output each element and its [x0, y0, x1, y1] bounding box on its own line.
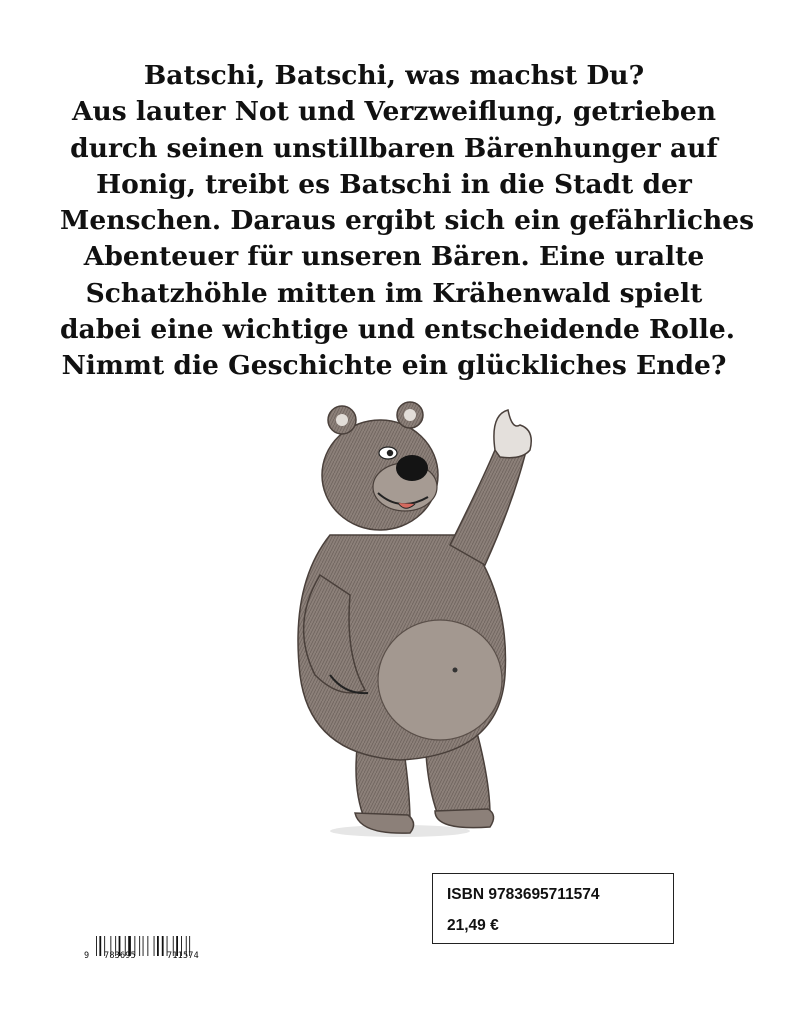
bear-illustration	[250, 395, 550, 845]
barcode-bar	[147, 936, 148, 956]
blurb-line: Honig, treibt es Batschi in die Stadt der	[96, 168, 692, 200]
blurb-line: Batschi, Batschi, was machst Du?	[143, 60, 645, 91]
barcode-digits-right: 711574	[167, 951, 199, 961]
blurb-line: Schatzhöhle mitten im Krähenwald spielt	[85, 277, 703, 309]
price-label: 21,49 €	[447, 917, 499, 934]
isbn-price-box	[432, 873, 674, 944]
barcode	[84, 928, 224, 968]
blurb-line: Aus lauter Not und Verzweiflung, getrieben	[71, 96, 717, 128]
barcode-bar	[143, 936, 144, 956]
barcode-bar	[157, 936, 159, 956]
isbn-number: ISBN 9783695711574	[447, 886, 600, 903]
barcode-bar	[162, 936, 164, 956]
blurb-line: durch seinen unstillbaren Bärenhunger auf	[70, 132, 718, 164]
barcode-bar	[99, 936, 101, 956]
blurb-line: Abenteuer für unseren Bären. Eine uralte	[83, 241, 705, 273]
barcode-digit-first: 9	[84, 951, 90, 961]
back-cover-blurb	[60, 58, 755, 385]
barcode-bar	[139, 936, 140, 956]
blurb-line: dabei eine wichtige und entscheidende Rolle.	[60, 314, 735, 346]
barcode-bar	[96, 936, 97, 956]
barcode-bar	[154, 936, 155, 956]
blurb-line: Menschen. Daraus ergibt sich ein gefährliches	[60, 205, 755, 237]
blurb-line: Nimmt die Geschichte ein glückliches Ende?	[61, 350, 727, 382]
barcode-digits-left: 783695	[104, 951, 136, 961]
